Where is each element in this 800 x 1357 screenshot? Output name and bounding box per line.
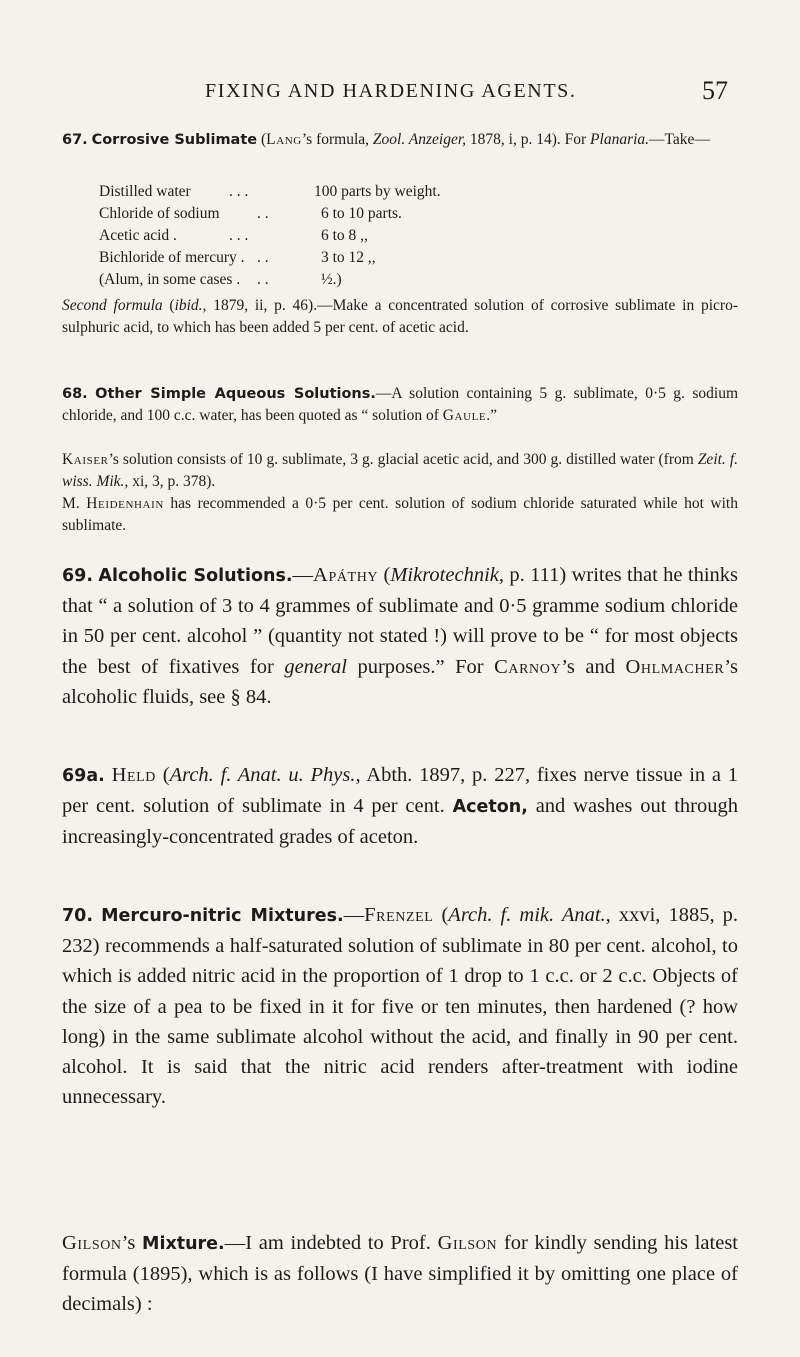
section-heading: Other Simple Aqueous Solutions. (95, 386, 376, 402)
section-heading: Mixture. (142, 1234, 225, 1254)
formula-ingredient: (Alum, in some cases . (99, 271, 241, 288)
section-number: 69. (62, 566, 94, 586)
species-name: Planaria. (590, 131, 650, 148)
page-number: 57 (702, 76, 728, 105)
section-heading: Mercuro-nitric Mixtures. (101, 906, 344, 926)
formula-ingredient: Distilled water (99, 183, 191, 200)
ibid-citation: ibid., (174, 297, 207, 314)
section-number: 67. (62, 132, 88, 148)
journal-citation: Arch. f. Anat. u. Phys., (169, 764, 361, 786)
formula-row (99, 269, 519, 291)
section-67-second-formula: Second formula (ibid., 1879, ii, p. 46).—Make a concentrated solution of corrosive sublimate in picro-sulphuric acid, to which has been added 5 per cent. of acetic acid. (62, 297, 738, 336)
reagent-name: Aceton, (452, 797, 528, 818)
formula-amount: 3 to 12 ,, (321, 249, 376, 266)
leader-dots: . . . (229, 183, 249, 200)
author-name: Gilson (437, 1232, 498, 1254)
formula-table (99, 181, 519, 291)
section-69: 69. Alcoholic Solutions.—Apáthy (Mikrotechnik, p. 111) writes that he thinks that “ a solution of 3 to 4 grammes of sublimate and 0·5 gramme sodium chloride in 50 per cent. alcohol ” (quantity not stated !) will prove to be “ for most objects the best of fixatives for general purposes.” For Carnoy’s and Ohlmacher’s alcoholic fluids, see § 84. (62, 564, 739, 708)
journal-citation: Zool. Anzeiger, (372, 131, 467, 148)
section-68-intro: 68. Other Simple Aqueous Solutions.—A solution containing 5 g. sublimate, 0·5 g. sodium chloride, and 100 c.c. water, has been quoted as “ solution of Gaule.” (62, 385, 738, 424)
running-head (0, 76, 800, 110)
formula-amount: 100 parts by weight. (314, 183, 441, 200)
author-name: Carnoy (494, 655, 562, 678)
author-name: Ohlmacher (625, 655, 725, 678)
section-heading: Alcoholic Solutions. (98, 566, 293, 586)
leader-dots: . . . (229, 227, 249, 244)
leader-dots: . . (257, 205, 269, 222)
journal-citation: Zeit. f. wiss. Mik., (62, 451, 738, 490)
formula-row (99, 203, 519, 225)
section-heading: Corrosive Sublimate (91, 132, 258, 148)
leader-dots: . . (257, 249, 269, 266)
author-name: Frenzel (364, 904, 434, 926)
section-68-kaiser: Kaiser’s solution consists of 10 g. sublimate, 3 g. glacial acetic acid, and 300 g. distilled water (from Zeit. f. wiss. Mik., xi, 3, p. 378). (62, 451, 738, 490)
author-name: Held (111, 764, 156, 786)
author-name: Lang (266, 131, 302, 148)
formula-row (99, 181, 519, 203)
author-name: Gaule (442, 407, 487, 424)
book-citation: Mikrotechnik, (390, 564, 504, 586)
formula-row (99, 247, 519, 269)
author-name: Apáthy (313, 564, 379, 586)
leader-dots: . . (257, 271, 269, 288)
formula-row (99, 225, 519, 247)
journal-citation: Arch. f. mik. Anat., (448, 904, 611, 926)
section-67-intro: 67. Corrosive Sublimate (Lang’s formula, Zool. Anzeiger, 1878, i, p. 14). For Planaria.—Take— (62, 131, 710, 148)
section-number: 70. (62, 906, 94, 926)
section-number: 69a. (62, 766, 105, 786)
section-70: 70. Mercuro-nitric Mixtures.—Frenzel (Arch. f. mik. Anat., xxvi, 1885, p. 232) recommends a half-saturated solution of sublimate in 80 per cent. alcohol, to which is added nitric acid in the proportion of 1 drop to 1 c.c. or 2 c.c. Objects of the size of a pea to be fixed in it for five or ten minutes, then hardened (? how long) in the same sublimate alcohol without the acid, and finally in 90 per cent. alcohol. It is said that the nitric acid renders after-treatment with iodine unnecessary. (62, 904, 739, 1109)
author-name: Kaiser (62, 451, 109, 468)
running-title: FIXING AND HARDENING AGENTS. (205, 80, 577, 102)
formula-ingredient: Chloride of sodium (99, 205, 220, 222)
formula-ingredient: Acetic acid . (99, 227, 177, 244)
section-69a: 69a. Held (Arch. f. Anat. u. Phys., Abth. 1897, p. 227, fixes nerve tissue in a 1 per cent. solution of sublimate in 4 per cent. Aceton, and washes out through increasingly-concentrated grades of aceton. (62, 764, 739, 849)
gilson-mixture: Gilson’s Mixture.—I am indebted to Prof. Gilson for kindly sending his latest formula (1895), which is as follows (I have simplified it by omitting one place of decimals) : (62, 1232, 738, 1316)
section-68-heidenhain: M. Heidenhain has recommended a 0·5 per cent. solution of sodium chloride saturated while hot with sublimate. (62, 495, 738, 534)
emphasis: general (284, 655, 347, 678)
second-formula-label: Second formula (62, 297, 163, 314)
formula-ingredient: Bichloride of mercury . (99, 249, 245, 266)
formula-amount: 6 to 10 parts. (321, 205, 402, 222)
section-number: 68. (62, 386, 88, 402)
author-name: Heidenhain (86, 495, 164, 512)
formula-amount: 6 to 8 ,, (321, 227, 368, 244)
author-name: Gilson (62, 1232, 122, 1254)
formula-amount: ½.) (321, 271, 342, 288)
